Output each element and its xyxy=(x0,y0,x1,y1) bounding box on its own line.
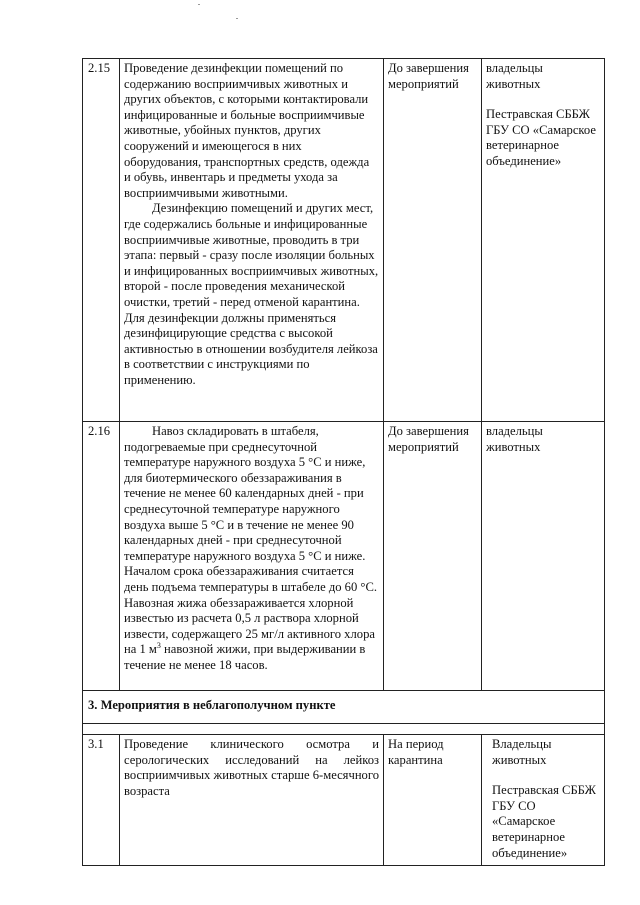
action-cell xyxy=(120,422,384,691)
table-row xyxy=(83,59,605,422)
row-number: 2.15 xyxy=(83,59,120,422)
section-header-row xyxy=(83,691,605,724)
responsible-cell xyxy=(482,59,605,422)
action-paragraph: Дезинфекцию помещений и других мест, где содержались больные и инфицированные восприимчивые животные, проводить в три этапа: первый - сразу после изоляции больных и инфицированных восприимчивых животных, второй - после проведения механической очистки, третий - перед отменой карантина. xyxy=(124,201,379,309)
action-paragraph xyxy=(124,424,379,674)
responsible-org: Пестравская СББЖ ГБУ СО «Самарское ветеринарное объединение» xyxy=(492,783,596,860)
action-paragraph: Проведение дезинфекции помещений по содержанию восприимчивых животных и других объектов, с которыми контактировали инфицированные и больные восприимчивые животные, убойных пунктов, других сооружений и имеющегося в них оборудования, транспортных средств, одежда и обувь, инвентарь и предметы ухода за восприимчивыми животными. xyxy=(124,61,370,200)
scan-speck xyxy=(198,4,200,5)
responsible-owner: владельцы животных xyxy=(486,61,543,91)
term-cell: До завершения мероприятий xyxy=(384,422,482,691)
responsible-owner: владельцы животных xyxy=(486,424,543,454)
term-cell: До завершения мероприятий xyxy=(384,59,482,422)
responsible-cell xyxy=(482,735,605,866)
action-cell: Проведение клинического осмотра и серологических исследований на лейкоз восприимчивых животных старше 6-месячного возраста xyxy=(120,735,384,866)
term-cell: На период карантина xyxy=(384,735,482,866)
action-text: Навоз складировать в штабеля, подогреваемые при среднесуточной температуре наружного воздуха 5 °С и ниже, для биотермического обеззараживания в течение не менее 60 календарных дней - при среднесуточной температуре наружного воздуха выше 5 °С и в течение не менее 90 календарных дней - при среднесуточной температуре наружного воздуха 5 °С и ниже. Началом срока обеззараживания считается день подъема температуры в штабеле до 60 °С. Навозная жижа обеззараживается хлорной известью из расчета 0,5 л раствора хлорной извести, содержащего 25 мг/л активного хлора на 1 м xyxy=(124,424,377,657)
measures-table xyxy=(82,58,605,866)
row-number: 2.16 xyxy=(83,422,120,691)
action-text-tail: навозной жижи, при выдерживании в течение не менее 18 часов. xyxy=(124,642,366,672)
responsible-cell xyxy=(482,422,605,691)
action-paragraph: Для дезинфекции должны применяться дезинфицирующие средства с высокой активностью в отношении возбудителя лейкоза в соответствии с инструкциями по применению. xyxy=(124,310,378,387)
spacer-row xyxy=(83,724,605,735)
responsible-org: Пестравская СББЖ ГБУ СО «Самарское ветеринарное объединение» xyxy=(486,107,596,168)
scan-speck xyxy=(236,18,238,19)
row-number: 3.1 xyxy=(83,735,120,866)
responsible-owner: Владельцы животных xyxy=(492,737,552,767)
section-title: 3. Мероприятия в неблагополучном пункте xyxy=(83,691,605,724)
table-row xyxy=(83,735,605,866)
table-row xyxy=(83,422,605,691)
superscript: 3 xyxy=(156,641,161,651)
action-cell xyxy=(120,59,384,422)
